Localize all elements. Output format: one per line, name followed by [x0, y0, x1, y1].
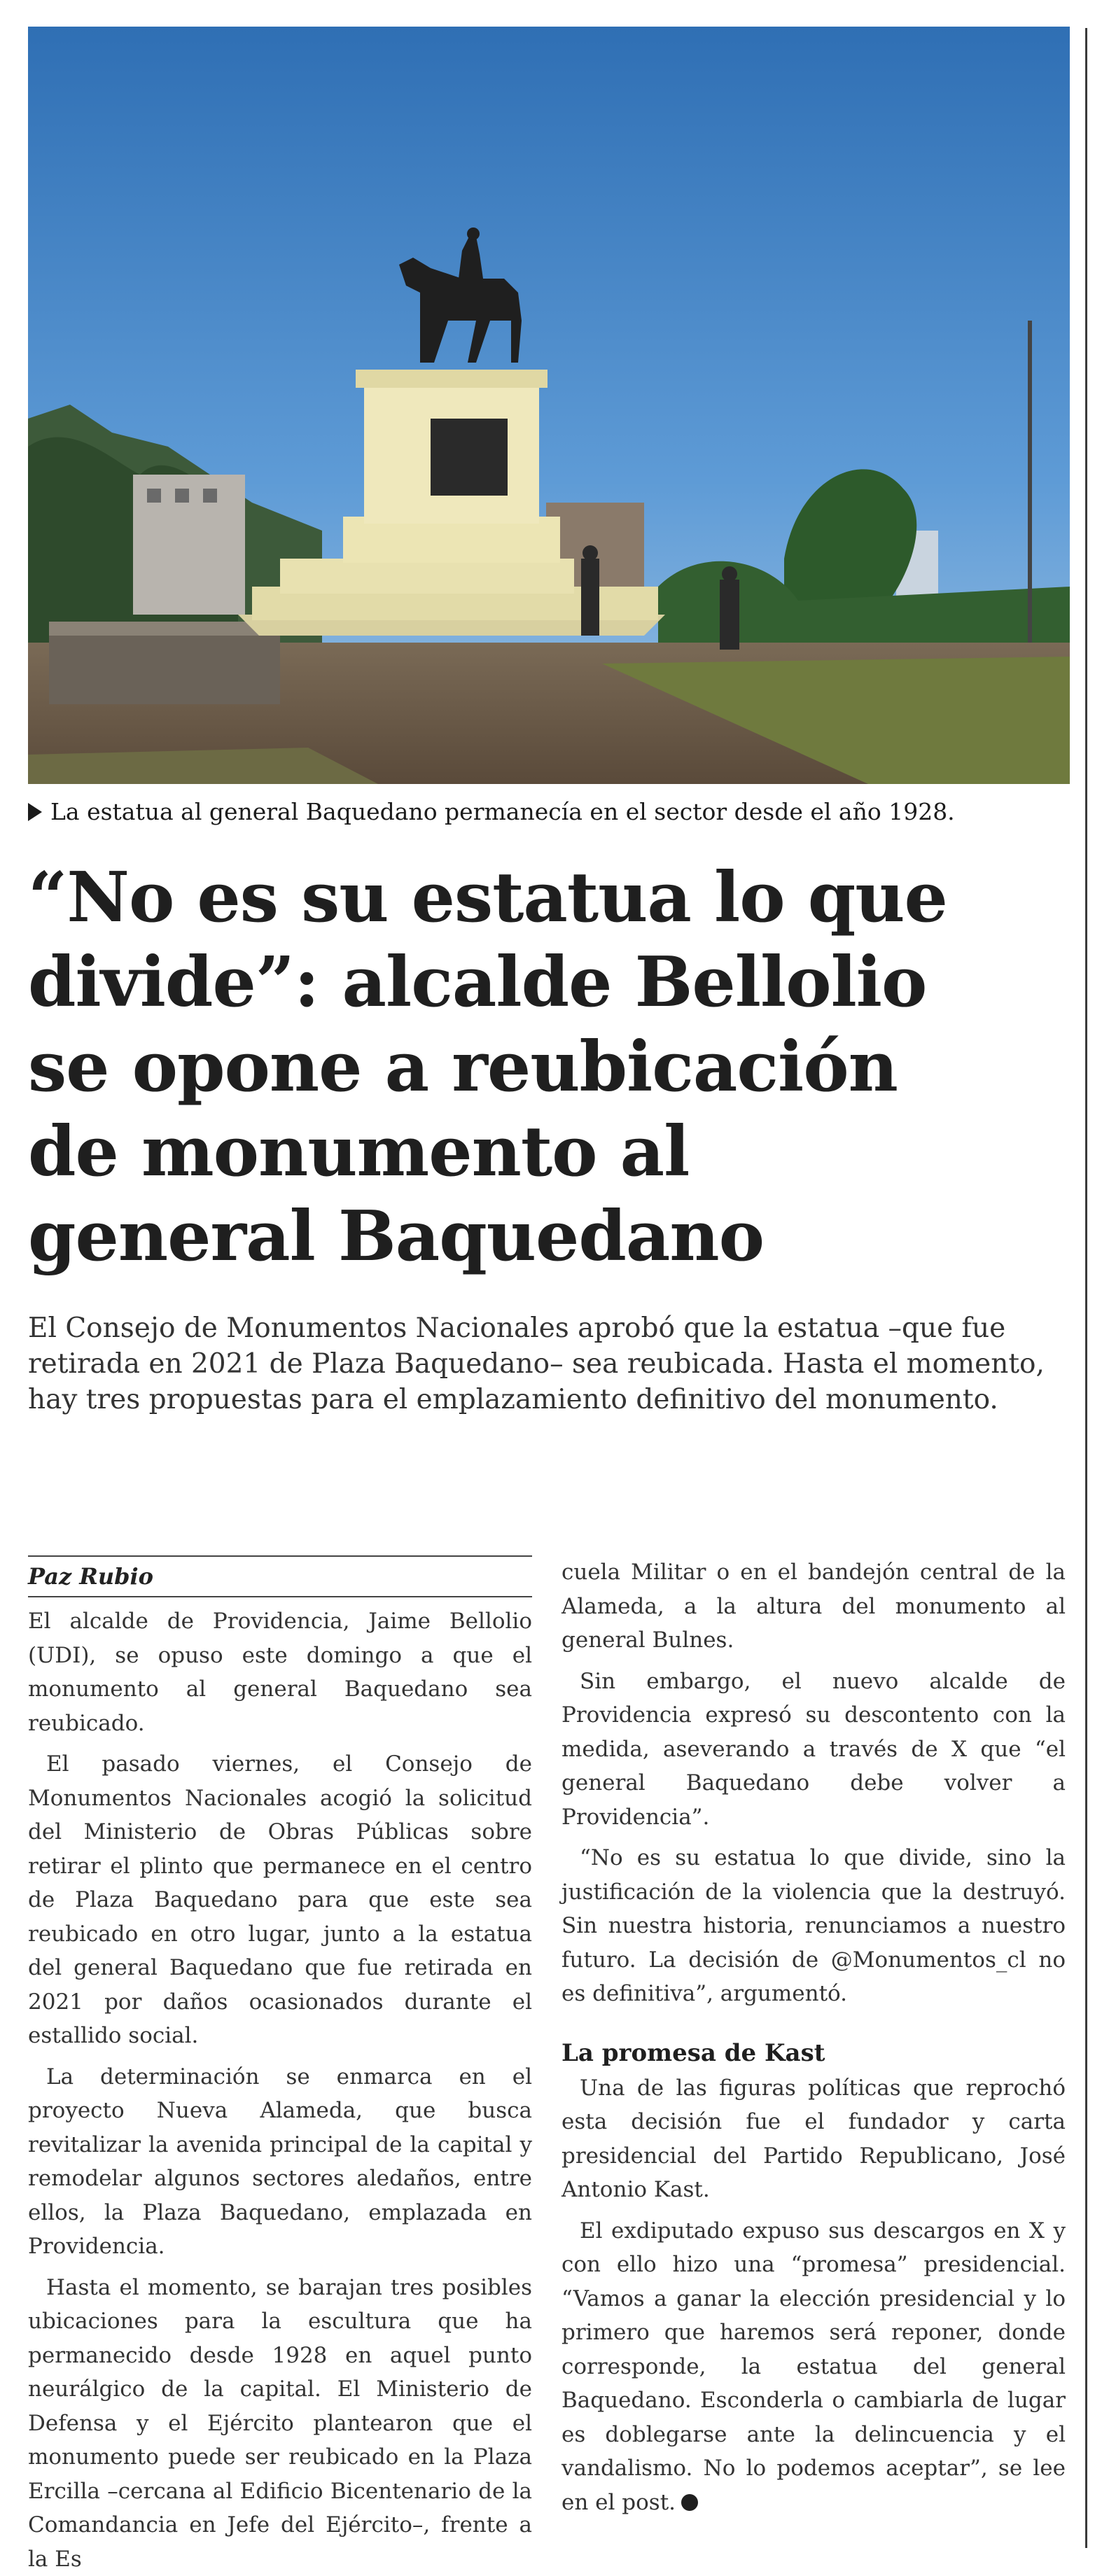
- photo-caption: [28, 798, 1078, 825]
- body-paragraph: cuela Militar o en el bandejón central de la Alameda, a la altura del monumento al general Bulnes.: [562, 1555, 1066, 1658]
- final-paragraph-text: El exdiputado expuso sus descargos en X y con ello hizo una “promesa” presidencial. “Vamos a ganar la elección presidencial y lo primero que haremos será reponer, donde corresponde, la estatua del general Baquedano. Esconderla o cambiarla de lugar es doblegarse ante la delincuencia y el vandalismo. No lo podemos aceptar”, se lee en el post.: [562, 2218, 1066, 2515]
- headline-line: “No es su estatua lo que: [28, 858, 947, 938]
- body-paragraph: Sin embargo, el nuevo alcalde de Providencia expresó su descontento con la medida, aseverando a través de X que “el general Baquedano debe volver a Providencia”.: [562, 1665, 1066, 1835]
- caption-text: La estatua al general Baquedano permanecía en el sector desde el año 1928.: [50, 798, 955, 825]
- body-paragraph: El alcalde de Providencia, Jaime Bellolio (UDI), se opuso este domingo a que el monumento al general Baquedano sea reubicado.: [28, 1604, 532, 1740]
- article-headline: [28, 855, 1064, 1279]
- caption-triangle-icon: [28, 803, 42, 821]
- body-column-right: [562, 1555, 1066, 2519]
- article-deck: [28, 1310, 1064, 1418]
- body-paragraph: La determinación se enmarca en el proyecto Nueva Alameda, que busca revitalizar la avenida principal de la capital y remodelar algunos sectores aledaños, entre ellos, la Plaza Baquedano, emplazada en Providencia.: [28, 2060, 532, 2264]
- column-rule: [1085, 28, 1087, 2548]
- body-paragraph: [562, 2214, 1066, 2520]
- body-paragraph: “No es su estatua lo que divide, sino la justificación de la violencia que la destruyó. Sin nuestra historia, renunciamos a nuestro futuro. La decisión de @Monumentos_cl no es definitiva”, argumentó.: [562, 1841, 1066, 2011]
- headline-line: general Baquedano: [28, 1196, 764, 1277]
- deck-line: hay tres propuestas para el emplazamiento definitivo del monumento.: [28, 1384, 998, 1415]
- body-column-left: [28, 1555, 532, 2576]
- end-of-article-icon: [681, 2494, 698, 2511]
- headline-line: se opone a reubicación: [28, 1027, 898, 1107]
- body-paragraph: Hasta el momento, se barajan tres posibles ubicaciones para la escultura que ha permanecido desde 1928 en aquel punto neurálgico de la capital. El Ministerio de Defensa y el Ejército plantearon que el monumento puede ser reubicado en la Plaza Ercilla –cercana al Edificio Bicentenario de la Comandancia en Jefe del Ejército–, frente a la Es: [28, 2271, 532, 2576]
- body-paragraph: Una de las figuras políticas que reprochó esta decisión fue el fundador y carta presidencial del Partido Republicano, José Antonio Kast.: [562, 2071, 1066, 2207]
- deck-line: retirada en 2021 de Plaza Baquedano– sea reubicada. Hasta el momento,: [28, 1348, 1045, 1380]
- article-photo: [28, 27, 1070, 784]
- section-subhead: La promesa de Kast: [562, 2035, 1066, 2071]
- deck-line: El Consejo de Monumentos Nacionales aprobó que la estatua –que fue: [28, 1312, 1005, 1344]
- body-paragraph: El pasado viernes, el Consejo de Monumentos Nacionales acogió la solicitud del Ministerio de Obras Públicas sobre retirar el plinto que permanece en el centro de Plaza Baquedano para que este sea reubicado en otro lugar, junto a la estatua del general Baquedano que fue retirada en 2021 por daños ocasionados durante el estallido social.: [28, 1747, 532, 2053]
- byline: Paz Rubio: [28, 1557, 532, 1596]
- headline-line: divide”: alcalde Bellolio: [28, 942, 926, 1023]
- statue-photo-icon: [28, 27, 1070, 784]
- headline-line: de monumento al: [28, 1112, 689, 1192]
